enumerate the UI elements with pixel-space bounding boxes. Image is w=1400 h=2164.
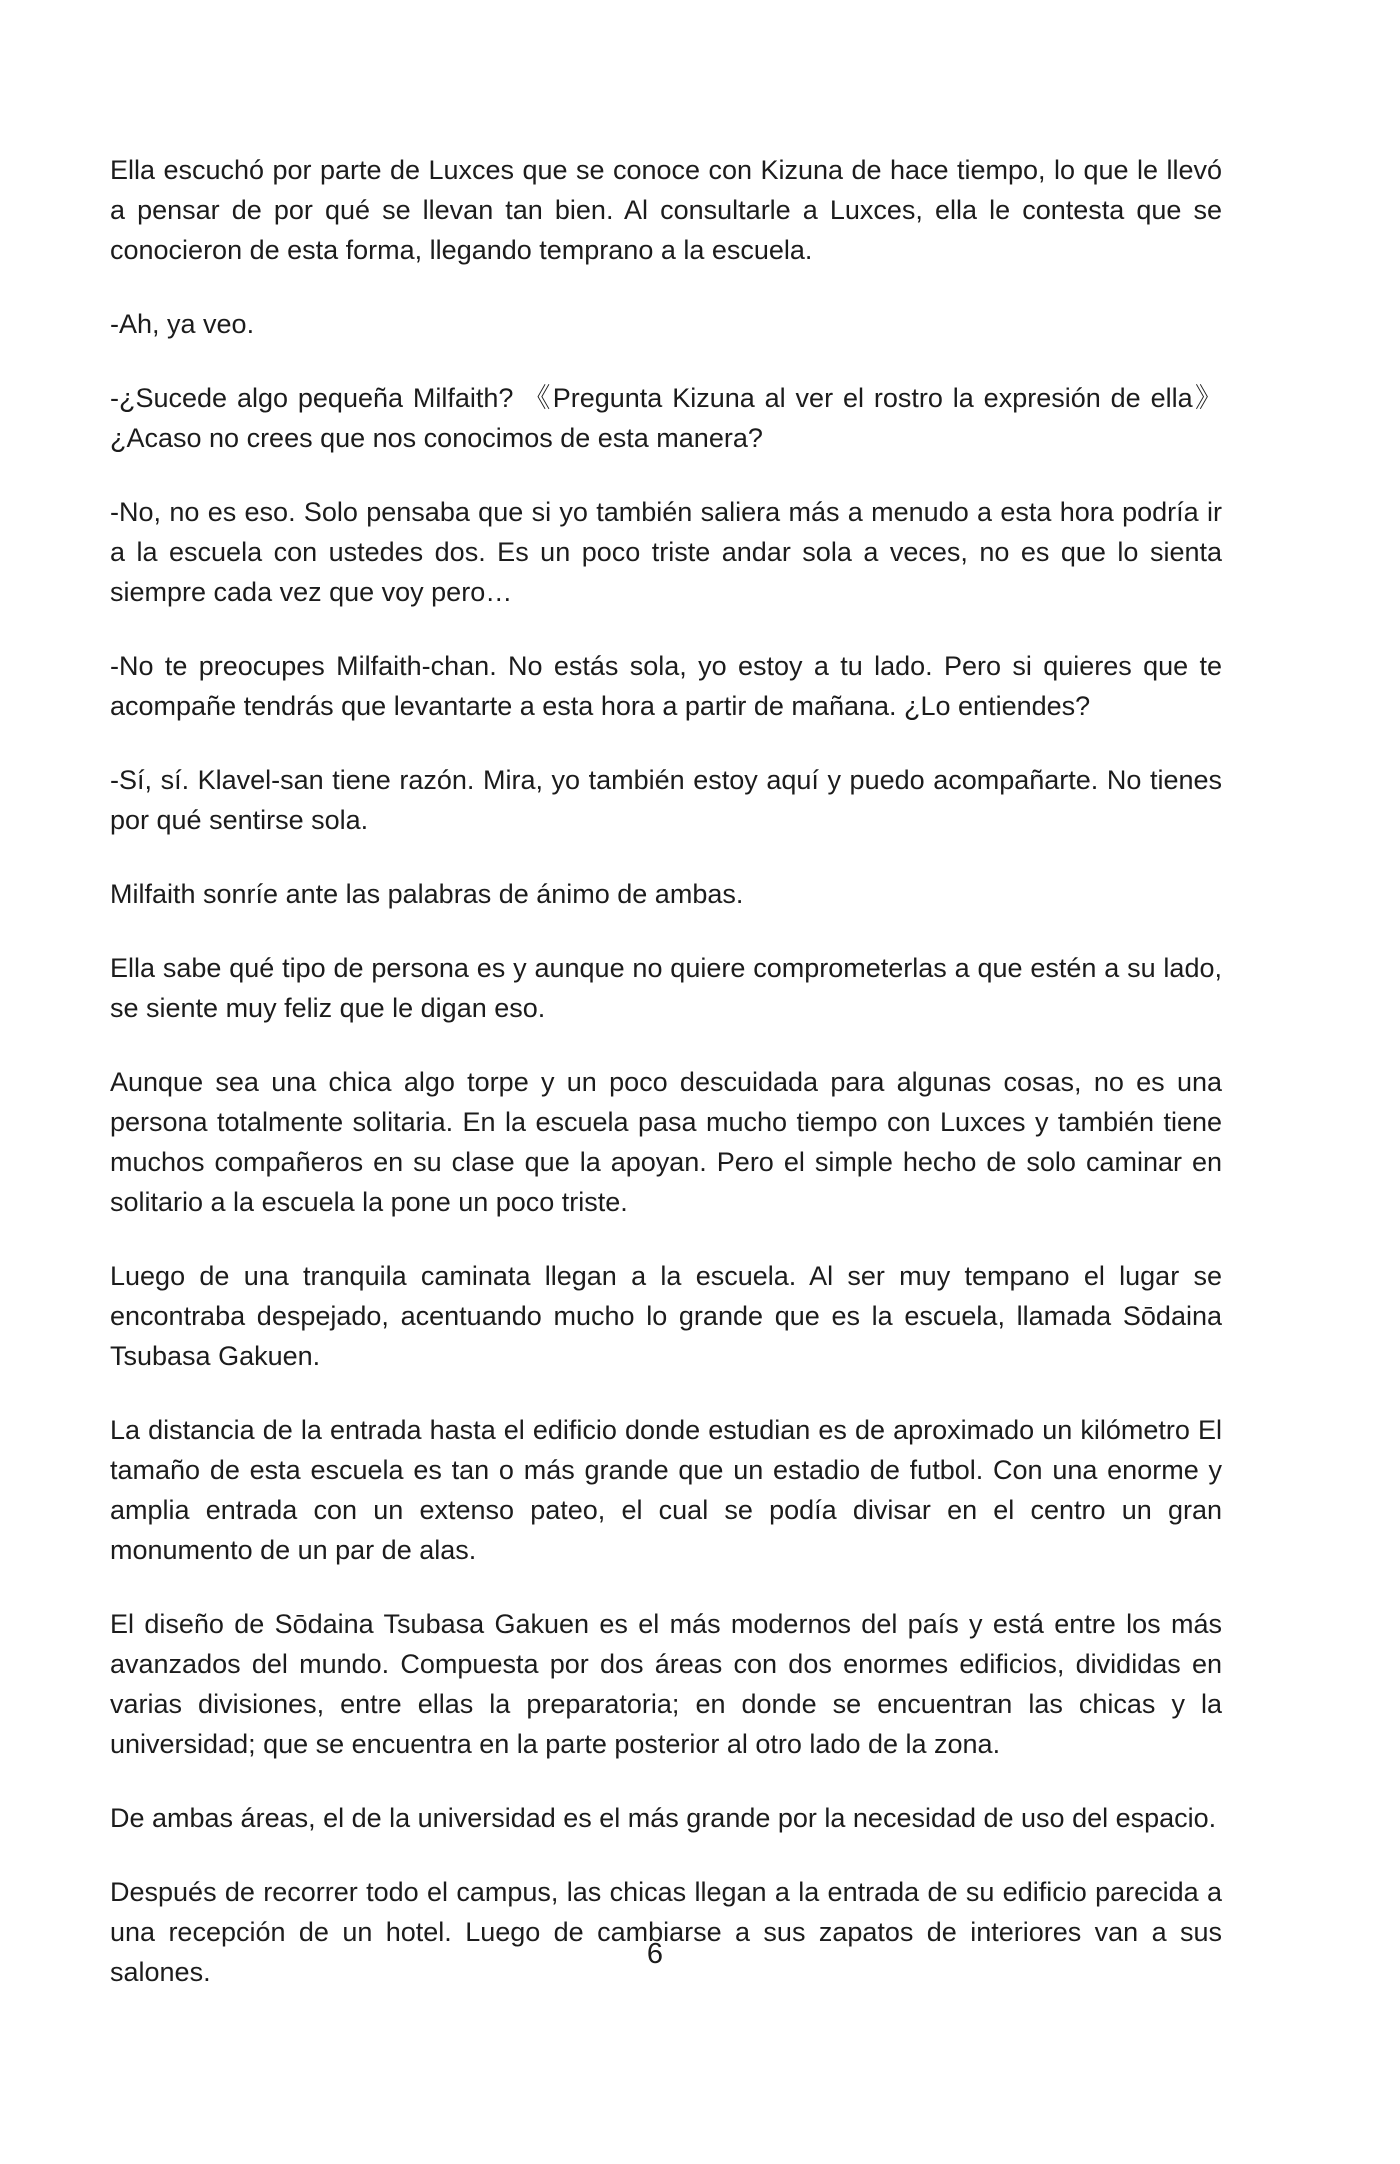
paragraph: -Ah, ya veo. <box>110 309 255 339</box>
paragraph: -No te preocupes Milfaith-chan. No estás sola, yo estoy a tu lado. Pero si quieres que te acompañe tendrás que levantarte a esta hora a partir de mañana. ¿Lo entiendes? <box>110 651 1222 721</box>
paragraph: Después de recorrer todo el campus, las chicas llegan a la entrada de su edificio parecida a una recepción de un hotel. Luego de cambiarse a sus zapatos de interiores van a sus salones. <box>110 1877 1222 1987</box>
paragraph: El diseño de Sōdaina Tsubasa Gakuen es el más modernos del país y está entre los más avanzados del mundo. Compuesta por dos áreas con dos enormes edificios, divididas en varias divisiones, entre ellas la preparatoria; en donde se encuentran las chicas y la universidad; que se encuentra en la parte posterior al otro lado de la zona. <box>110 1609 1222 1759</box>
paragraph: -No, no es eso. Solo pensaba que si yo también saliera más a menudo a esta hora podría ir a la escuela con ustedes dos. Es un poco triste andar sola a veces, no es que lo sienta siempre cada vez que voy pero… <box>110 497 1222 607</box>
paragraph: -Sí, sí. Klavel-san tiene razón. Mira, yo también estoy aquí y puedo acompañarte. No tienes por qué sentirse sola. <box>110 765 1222 835</box>
document-body <box>110 150 1222 2026</box>
paragraph: Ella sabe qué tipo de persona es y aunque no quiere comprometerlas a que estén a su lado, se siente muy feliz que le digan eso. <box>110 953 1222 1023</box>
paragraph: De ambas áreas, el de la universidad es el más grande por la necesidad de uso del espacio. <box>110 1803 1217 1833</box>
paragraph: Luego de una tranquila caminata llegan a la escuela. Al ser muy tempano el lugar se encontraba despejado, acentuando mucho lo grande que es la escuela, llamada Sōdaina Tsubasa Gakuen. <box>110 1261 1222 1371</box>
page-number: 6 <box>646 1938 664 1970</box>
paragraph: Ella escuchó por parte de Luxces que se conoce con Kizuna de hace tiempo, lo que le llevó a pensar de por qué se llevan tan bien. Al consultarle a Luxces, ella le contesta que se conocieron de esta forma, llegando temprano a la escuela. <box>110 155 1222 265</box>
paragraph: Milfaith sonríe ante las palabras de ánimo de ambas. <box>110 879 744 909</box>
paragraph: -¿Sucede algo pequeña Milfaith? 《Pregunta Kizuna al ver el rostro la expresión de ella》 ¿Acaso no crees que nos conocimos de esta manera? <box>110 383 1222 453</box>
paragraph: Aunque sea una chica algo torpe y un poco descuidada para algunas cosas, no es una persona totalmente solitaria. En la escuela pasa mucho tiempo con Luxces y también tiene muchos compañeros en su clase que la apoyan. Pero el simple hecho de solo caminar en solitario a la escuela la pone un poco triste. <box>110 1067 1222 1217</box>
paragraph: La distancia de la entrada hasta el edificio donde estudian es de aproximado un kilómetro El tamaño de esta escuela es tan o más grande que un estadio de futbol. Con una enorme y amplia entrada con un extenso pateo, el cual se podía divisar en el centro un gran monumento de un par de alas. <box>110 1415 1222 1565</box>
